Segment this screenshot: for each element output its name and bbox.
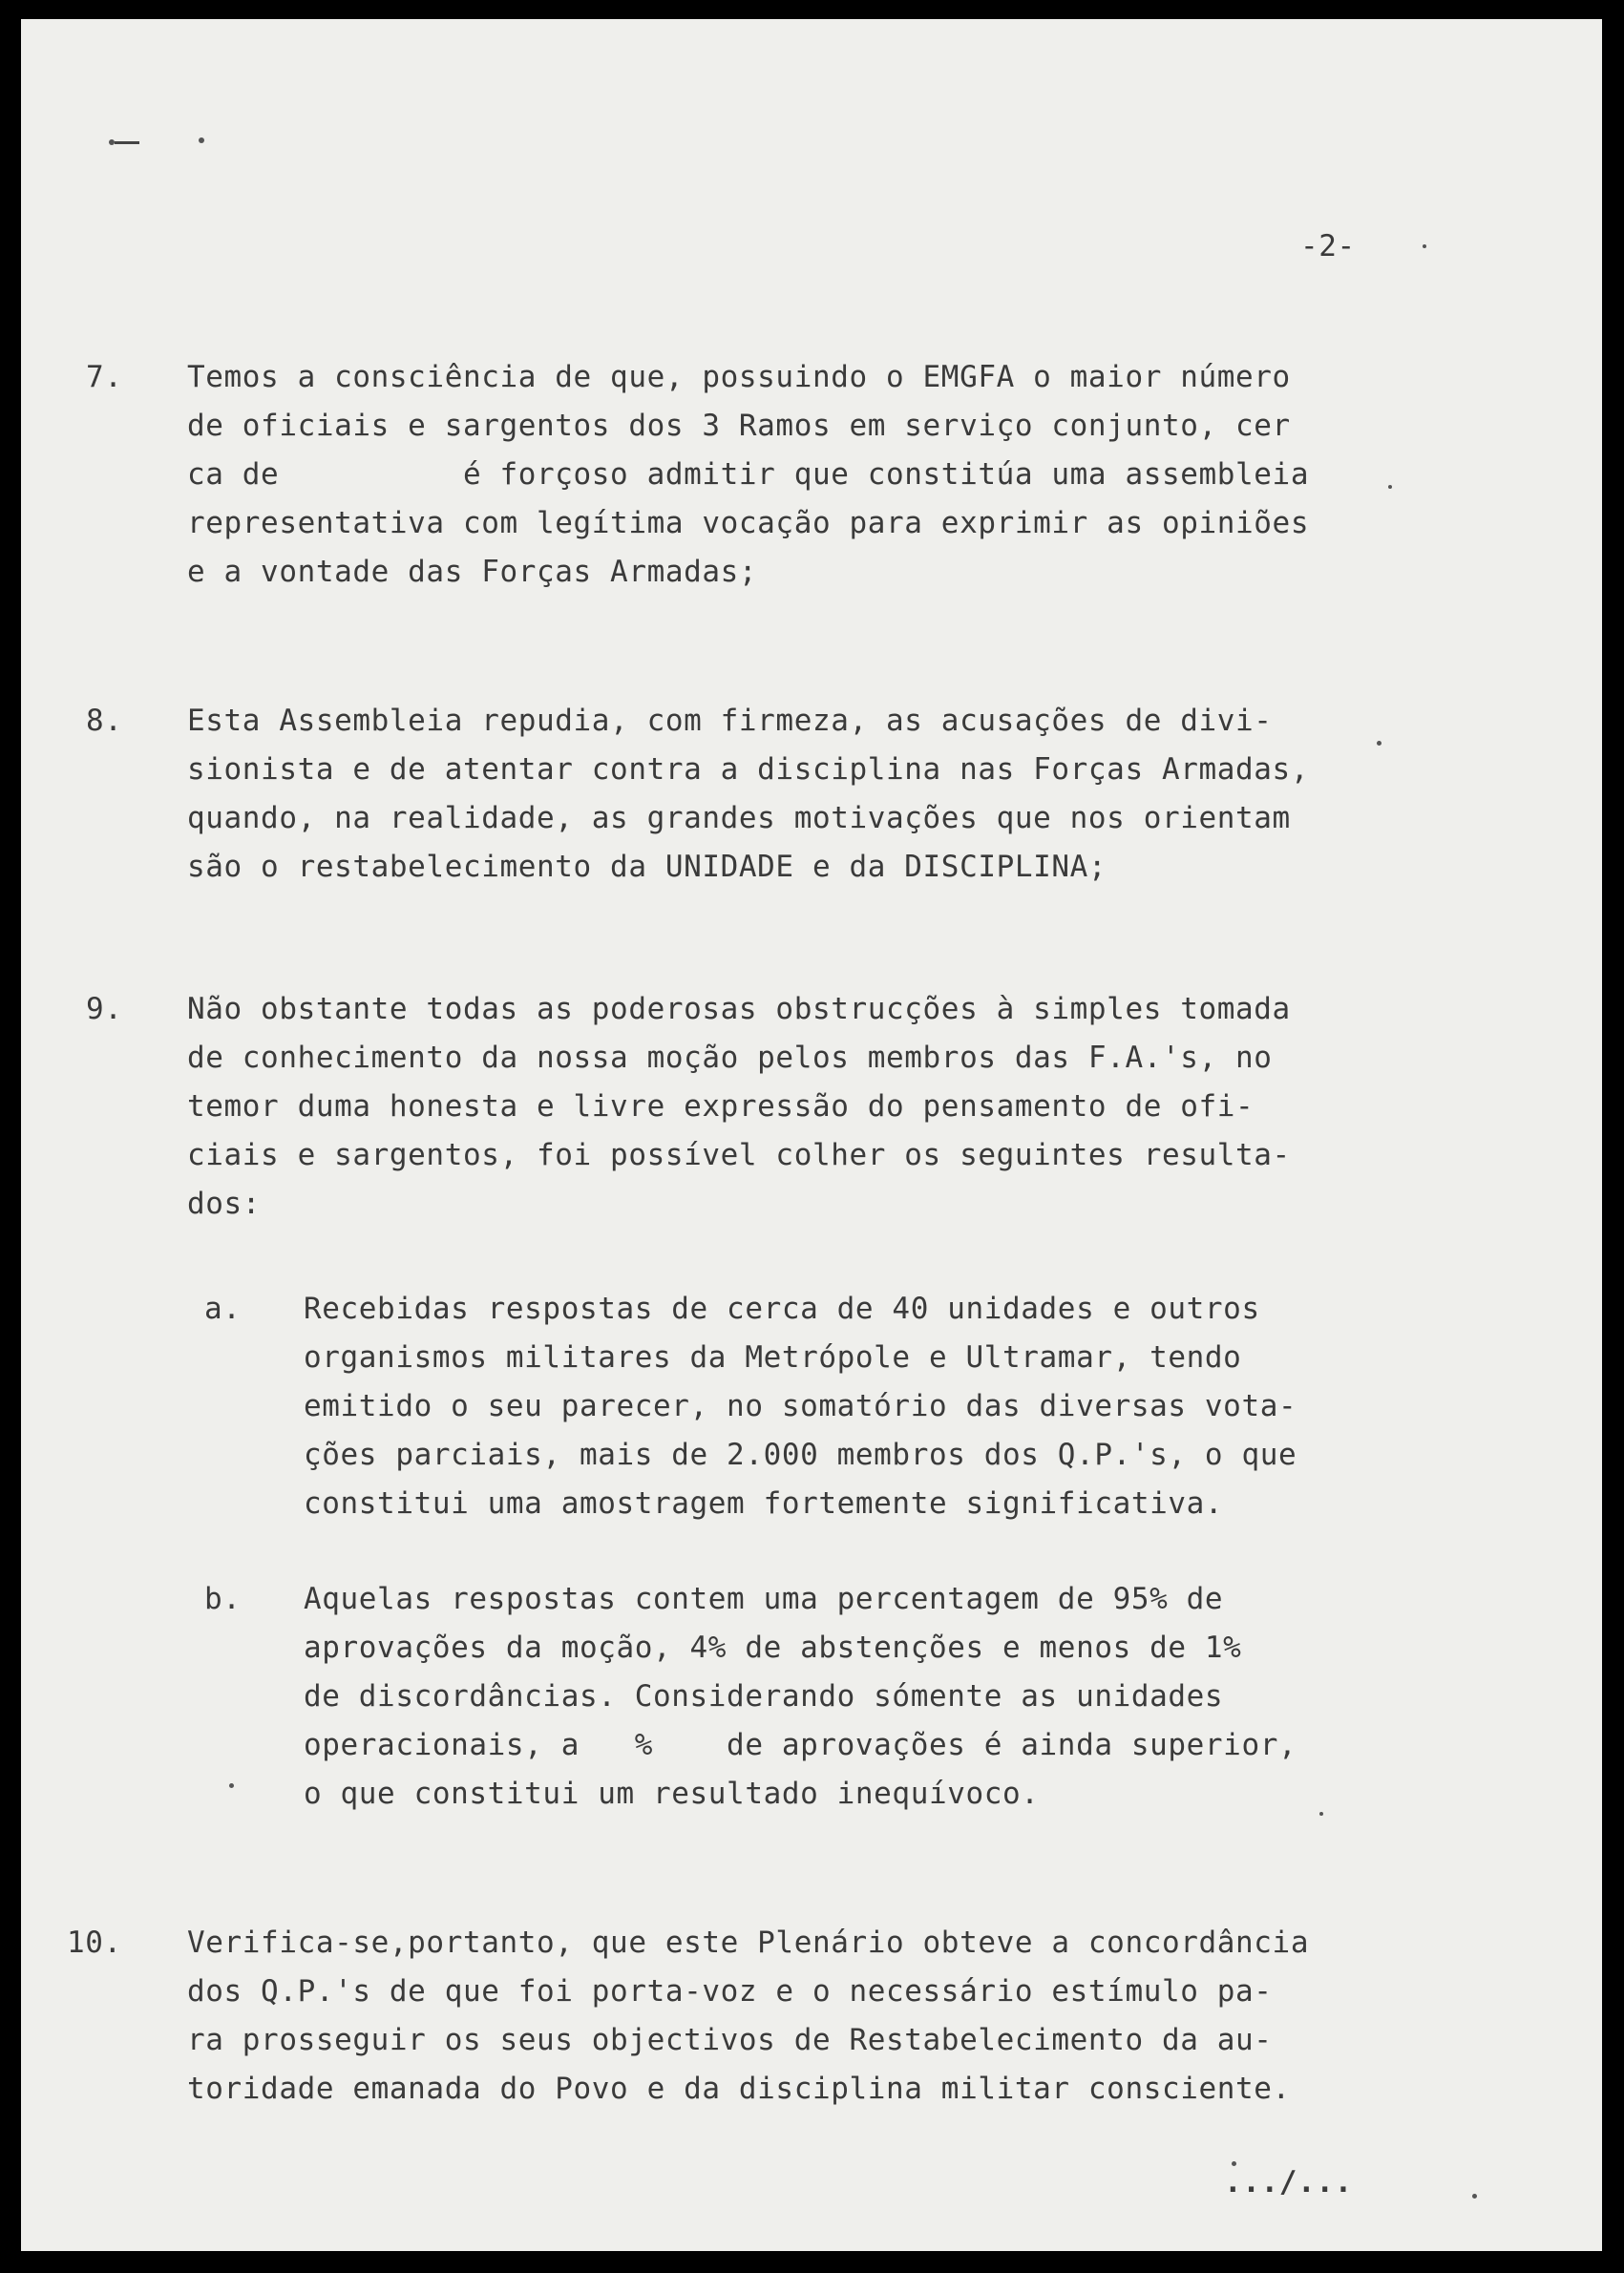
paragraph-number: 9. — [86, 992, 123, 1026]
subparagraph-letter: b. — [204, 1582, 242, 1616]
paragraph-number: 10. — [67, 1926, 122, 1960]
paragraph-10 — [67, 1919, 1556, 2119]
subparagraph-b — [204, 1575, 1541, 1823]
paragraph-line: toridade emanada do Povo e da disciplina militar consciente. — [187, 2072, 1291, 2106]
paragraph-line: de conhecimento da nossa moção pelos membros das F.A.'s, no — [187, 1041, 1273, 1075]
paragraph-line: constitui uma amostragem fortemente significativa. — [304, 1486, 1224, 1521]
paragraph-7 — [86, 353, 1537, 601]
paragraph-line: sionista e de atentar contra a disciplina nas Forças Armadas, — [187, 752, 1310, 787]
paragraph-line: Esta Assembleia repudia, com firmeza, as acusações de divi- — [187, 704, 1273, 738]
paragraph-line: Recebidas respostas de cerca de 40 unidades e outros — [304, 1292, 1260, 1326]
paragraph-line: e a vontade das Forças Armadas; — [187, 555, 758, 589]
paragraph-9 — [86, 985, 1537, 1233]
document-page — [21, 19, 1602, 2251]
subparagraph-a — [204, 1285, 1541, 1533]
stray-speck — [199, 137, 204, 143]
paragraph-line: organismos militares da Metrópole e Ultramar, tendo — [304, 1340, 1242, 1375]
paragraph-line: quando, na realidade, as grandes motivações que nos orientam — [187, 801, 1291, 835]
paragraph-line: Não obstante todas as poderosas obstrucções à simples tomada — [187, 992, 1291, 1026]
paragraph-line: ciais e sargentos, foi possível colher os seguintes resulta- — [187, 1138, 1291, 1172]
stray-speck — [109, 139, 115, 145]
paragraph-line: emitido o seu parecer, no somatório das diversas vota- — [304, 1389, 1297, 1423]
subparagraph-letter: a. — [204, 1292, 242, 1326]
paragraph-line: dos: — [187, 1187, 262, 1221]
paragraph-line: ções parciais, mais de 2.000 membros dos Q.P.'s, o que — [304, 1438, 1297, 1472]
paragraph-line: Verifica-se,portanto, que este Plenário obteve a concordância — [187, 1926, 1310, 1960]
stray-mark — [115, 141, 139, 144]
paragraph-line: operacionais, a % de aprovações é ainda superior, — [304, 1728, 1297, 1762]
paragraph-line: Aquelas respostas contem uma percentagem de 95% de — [304, 1582, 1224, 1616]
paragraph-line: Temos a consciência de que, possuindo o EMGFA o maior número — [187, 360, 1291, 394]
paragraph-line: temor duma honesta e livre expressão do pensamento de ofi- — [187, 1089, 1255, 1124]
paragraph-line: o que constitui um resultado inequívoco. — [304, 1777, 1040, 1811]
paragraph-line: aprovações da moção, 4% de abstenções e menos de 1% — [304, 1631, 1242, 1665]
paragraph-line: são o restabelecimento da UNIDADE e da DISCIPLINA; — [187, 850, 1107, 884]
continuation-marker: .../... — [1224, 2165, 1353, 2199]
paragraph-number: 8. — [86, 704, 123, 738]
paragraph-8 — [86, 697, 1537, 897]
paragraph-line: ca de é forçoso admitir que constitúa uma assembleia — [187, 457, 1310, 492]
paragraph-line: de discordâncias. Considerando sómente as unidades — [304, 1679, 1224, 1714]
paragraph-number: 7. — [86, 360, 123, 394]
paragraph-line: representativa com legítima vocação para exprimir as opiniões — [187, 506, 1310, 540]
paragraph-line: de oficiais e sargentos dos 3 Ramos em serviço conjunto, cer — [187, 409, 1291, 443]
paragraph-line: ra prosseguir os seus objectivos de Restabelecimento da au- — [187, 2023, 1273, 2057]
paragraph-line: dos Q.P.'s de que foi porta-voz e o necessário estímulo pa- — [187, 1974, 1273, 2009]
stray-speck — [1472, 2194, 1477, 2199]
stray-speck — [1423, 244, 1426, 248]
page-number: -2- — [1300, 229, 1356, 263]
